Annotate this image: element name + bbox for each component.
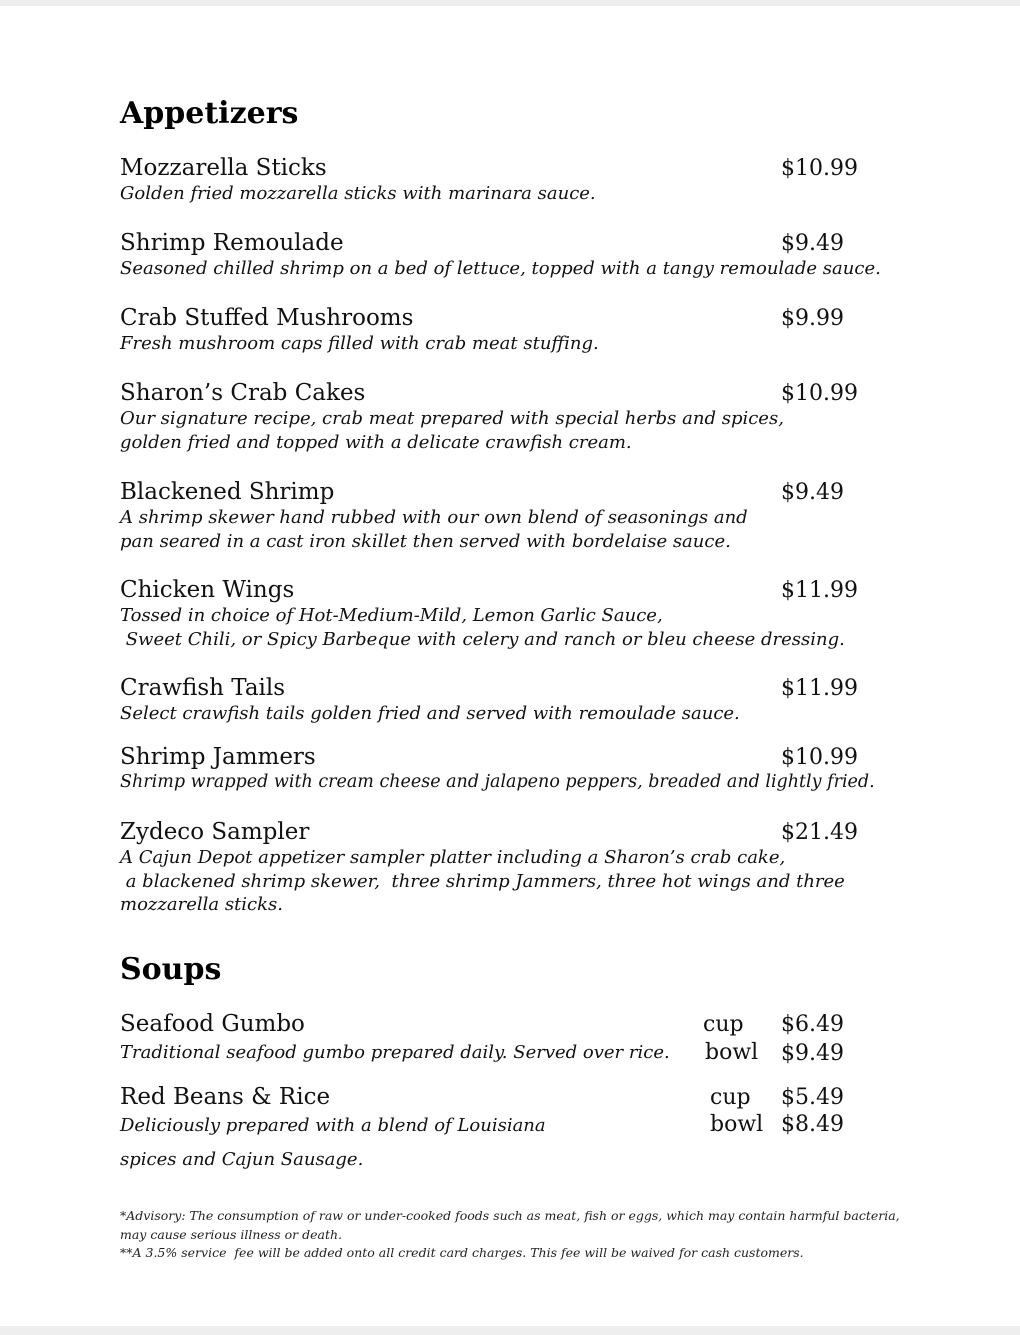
soup-name: Red Beans & Rice [120,1084,331,1110]
soup-name: Seafood Gumbo [120,1011,305,1037]
menu-item-price: $10.99 [781,745,858,770]
menu-item-price: $11.99 [781,676,858,701]
menu-item-price: $11.99 [781,578,858,603]
menu-item-name: Crawfish Tails [120,675,286,701]
menu-item-name: Crab Stuffed Mushrooms [120,305,414,331]
soup-description-continued: spices and Cajun Sausage. [120,1149,364,1170]
menu-item-description: Tossed in choice of Hot-Medium-Mild, Lemon Garlic Sauce, Sweet Chili, or Spicy Barbeque with celery and ranch or bleu cheese dressing. [120,605,845,650]
menu-item-description: Our signature recipe, crab meat prepared with special herbs and spices, golden fried and topped with a delicate crawfish cream. [120,408,784,453]
appetizers-heading: Appetizers [120,96,299,131]
menu-page [0,6,1020,1326]
menu-item-name: Mozzarella Sticks [120,155,327,181]
menu-item-name: Blackened Shrimp [120,479,335,505]
menu-item-price: $9.49 [781,480,844,505]
service-fee-note: **A 3.5% service fee will be added onto all credit card charges. This fee will be waived for cash customers. [120,1245,804,1260]
soup-size-price: $5.49 [781,1085,844,1110]
soup-size-price: $8.49 [781,1112,844,1137]
soup-size-price: $6.49 [781,1012,844,1037]
menu-item-description: A shrimp skewer hand rubbed with our own blend of seasonings and pan seared in a cast iron skillet then served with bordelaise sauce. [120,507,748,552]
menu-item-price: $10.99 [781,381,858,406]
menu-item-price: $10.99 [781,156,858,181]
menu-item-description: Seasoned chilled shrimp on a bed of lettuce, topped with a tangy remoulade sauce. [120,258,881,279]
soup-size-label: bowl [705,1040,759,1065]
soup-size-label: bowl [710,1112,764,1137]
menu-item-price: $9.99 [781,306,844,331]
soup-size-price: $9.49 [781,1041,844,1066]
menu-item-name: Sharon’s Crab Cakes [120,380,366,406]
menu-item-name: Shrimp Jammers [120,744,316,770]
soup-size-label: cup [710,1085,751,1110]
soups-heading: Soups [120,952,222,987]
menu-item-name: Shrimp Remoulade [120,230,344,256]
menu-item-description: Select crawfish tails golden fried and served with remoulade sauce. [120,703,740,724]
menu-item-price: $9.49 [781,231,844,256]
soup-size-label: cup [703,1012,744,1037]
menu-item-description: Shrimp wrapped with cream cheese and jalapeno peppers, breaded and lightly fried. [120,772,875,792]
soup-description: Traditional seafood gumbo prepared daily. Served over rice. [120,1042,670,1063]
menu-item-name: Zydeco Sampler [120,819,310,845]
menu-item-description: A Cajun Depot appetizer sampler platter including a Sharon’s crab cake, a blackened shrimp skewer, three shrimp Jammers, three hot wings and three mozzarella sticks. [120,847,845,915]
menu-item-description: Golden fried mozzarella sticks with marinara sauce. [120,183,596,204]
menu-item-price: $21.49 [781,820,858,845]
menu-item-name: Chicken Wings [120,577,295,603]
soup-description: Deliciously prepared with a blend of Louisiana [120,1115,546,1136]
menu-item-description: Fresh mushroom caps filled with crab meat stuffing. [120,333,599,354]
advisory-note: *Advisory: The consumption of raw or under-cooked foods such as meat, fish or eggs, which may contain harmful bacteria, may cause serious illness or death. [120,1208,900,1242]
